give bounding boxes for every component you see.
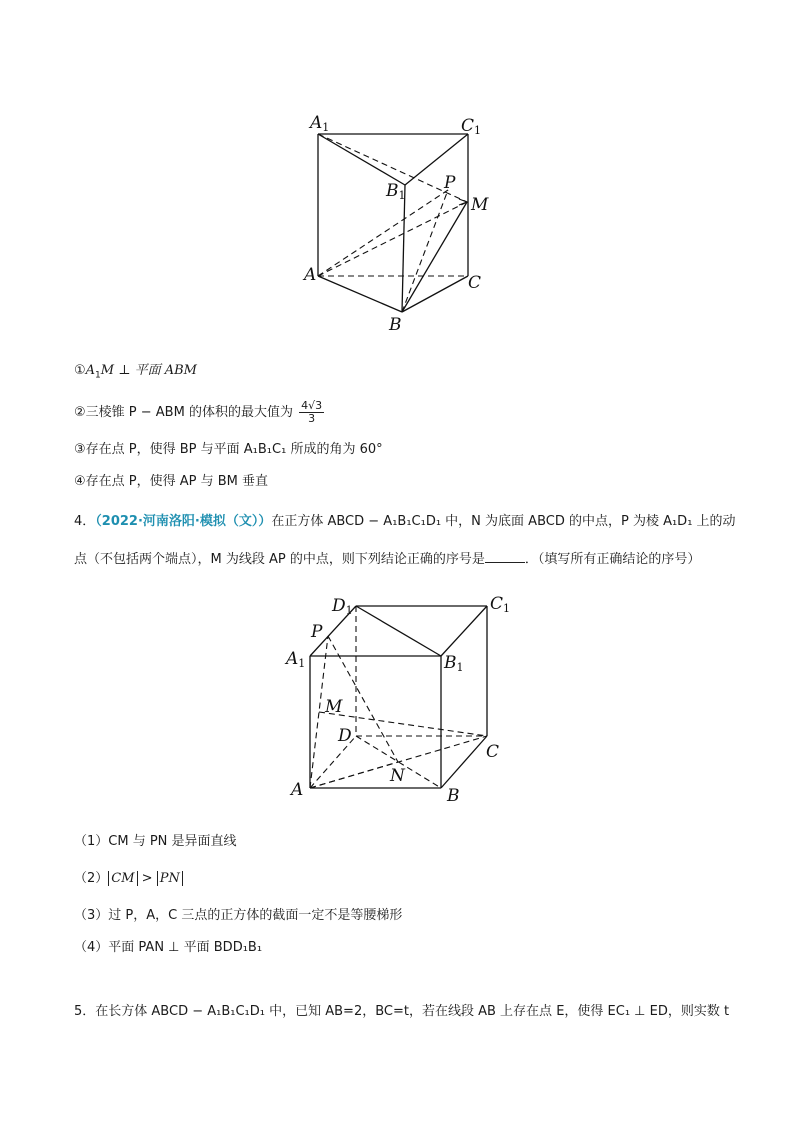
conclusion-1: （1）CM 与 PN 是异面直线 [74,834,237,849]
volume-fraction: $\frac{4√3}{3}$ [301,399,323,425]
edge-b1-c1 [405,134,468,185]
question-4-line-1: 4．（2022·河南洛阳·模拟（文））在正方体 ABCD − A₁B₁C₁D₁ 中，N 为底面 ABCD 的中点，P 为棱 A₁D₁ 上的动 [74,514,736,529]
label-n: N [390,766,405,786]
label-b1: B1 [444,653,464,674]
statement-1: $①A_1M$ ⊥ 平面 ABM [74,363,197,381]
dash-a-p [318,190,448,276]
label-p: P [444,173,456,193]
label-m: M [325,697,343,717]
edge-b1-c1 [441,606,487,656]
cube-diagram [282,590,522,810]
edge-d1-b1 [356,606,441,656]
question-4-line-2: 点（不包括两个端点），M 为线段 AP 的中点，则下列结论正确的序号是 ．（填写所有正确结论的序号） [74,549,700,569]
edge-b-m [402,202,467,312]
label-a1: A1 [286,649,306,670]
conclusion-3: （3）过 P，A，C 三点的正方体的截面一定不是等腰梯形 [74,908,403,923]
label-c1: C1 [490,594,511,615]
dash-a-n [310,762,398,788]
edge-c-b [441,736,487,788]
question-5: 5．在长方体 ABCD − A₁B₁C₁D₁ 中，已知 AB=2，BC=t，若在线段 AB 上存在点 E，使得 EC₁ ⊥ ED，则实数 t [74,1004,730,1019]
label-a: A [304,265,317,285]
edge-a-b [318,276,402,312]
label-d: D [338,726,352,746]
edge-b1-b [402,185,405,312]
statement-3: ③存在点 P，使得 BP 与平面 A₁B₁C₁ 所成的角为 60° [74,442,383,457]
label-b1: B1 [386,181,406,202]
edge-a1-b1 [318,134,405,185]
label-c1: C1 [461,116,482,137]
label-p: P [311,622,323,642]
label-b: B [389,315,402,335]
prism-figure [300,108,500,338]
prism-diagram [300,108,500,338]
conclusion-4: （4）平面 PAN ⊥ 平面 BDD₁B₁ [74,940,263,955]
label-b: B [447,786,460,806]
label-d1: D1 [332,596,353,617]
label-a1: A1 [310,113,330,134]
label-m: M [471,195,489,215]
cube-figure [282,590,522,810]
question-4-source: （2022·河南洛阳·模拟（文）） [95,514,272,529]
statement-2: ②三棱锥 P − ABM 的体积的最大值为 $\frac{4√3}{3}$ [74,399,323,425]
statement-4: ④存在点 P，使得 AP 与 BM 垂直 [74,474,269,489]
label-c: C [468,273,482,293]
label-c: C [486,742,500,762]
conclusion-2: （2） CM > PN [74,870,183,888]
dash-b-p [402,190,448,312]
answer-blank[interactable] [485,549,525,563]
label-a: A [291,780,304,800]
